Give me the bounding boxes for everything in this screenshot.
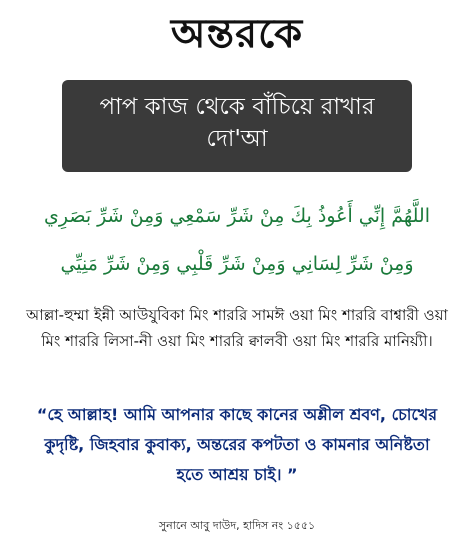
arabic-dua-line-1: اللَّهُمَّ إِنِّي أَعُوذُ بِكَ مِنْ شَرِّ سَمْعِي وَمِنْ شَرِّ بَصَرِي xyxy=(43,205,430,227)
title-banner xyxy=(62,80,412,172)
hadith-reference: সুনানে আবু দাউদ, হাদিস নং ১৫৫১ xyxy=(158,519,316,532)
arabic-dua-line-2: وَمِنْ شَرِّ لِسَانِي وَمِنْ شَرِّ قَلْبِي وَمِنْ شَرِّ مَنِيِّي xyxy=(60,253,414,275)
transliteration-text: আল্লা-হুম্মা ইন্নী আউযুবিকা মিং শাররি সামঈ ওয়া মিং শাররি বাশ্বারী ওয়া মিং শাররি লিসা-নী ওয়া মিং শাররি ক্বালবী ওয়া মিং শাররি মানিয়্যী। xyxy=(26,306,448,350)
title-line-1: পাপ কাজ থেকে বাঁচিয়ে রাখার xyxy=(99,94,375,120)
brand-logo: অন্তরকে xyxy=(170,10,304,57)
title-line-2: দো'আ xyxy=(206,126,268,152)
meaning-text: “হে আল্লাহ! আমি আপনার কাছে কানের অশ্লীল শ্রবণ, চোখের কুদৃষ্টি, জিহবার কুবাক্য, অন্তরের কপটতা ও কামনার অনিষ্টতা হতে আশ্রয় চাই। ” xyxy=(36,405,438,484)
